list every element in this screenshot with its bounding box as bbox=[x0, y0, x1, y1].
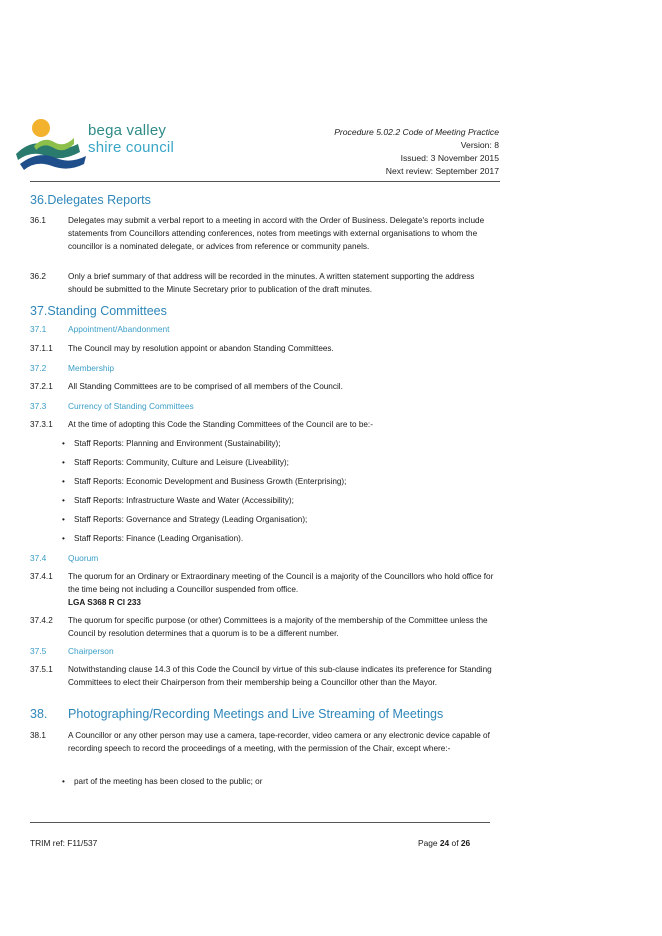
clause-text: Delegates may submit a verbal report to a meeting in accord with the Order of Business. Delegate's reports include statements from Councillors attending conferences, notes from meetings with external organisations to whom the councillor is a nominated delegate, or advices from reference or community panels. bbox=[68, 216, 485, 251]
page-label: Page bbox=[418, 838, 440, 848]
clause-text: The Council may by resolution appoint or abandon Standing Committees. bbox=[68, 344, 334, 353]
clause-number: 36.2 bbox=[30, 272, 46, 281]
clause-37-4-2 bbox=[30, 614, 500, 640]
clause-text: At the time of adopting this Code the Standing Committees of the Council are to be:- bbox=[68, 420, 373, 429]
clause-number: 36.1 bbox=[30, 216, 46, 225]
legislation-reference: LGA S368 R Cl 233 bbox=[68, 598, 141, 607]
list-item: • Staff Reports: Infrastructure Waste and Water (Accessibility); bbox=[62, 496, 294, 505]
clause-number: 37.5.1 bbox=[30, 665, 53, 674]
section-number: 38. bbox=[30, 707, 48, 721]
list-item-text: Staff Reports: Finance (Leading Organisation). bbox=[74, 534, 244, 543]
list-item: • Staff Reports: Economic Development and Business Growth (Enterprising); bbox=[62, 477, 347, 486]
clause-text: The quorum for specific purpose (or other) Committees is a majority of the membership of the Committee unless the Council by resolution determines that a quorum is to be a different number. bbox=[68, 616, 488, 638]
subheading-37-5 bbox=[30, 646, 114, 656]
document-meta bbox=[334, 126, 499, 178]
list-item: • Staff Reports: Community, Culture and Leisure (Liveability); bbox=[62, 458, 289, 467]
logo-text-line2: shire council bbox=[88, 139, 174, 156]
clause-text: The quorum for an Ordinary or Extraordinary meeting of the Council is a majority of the Councillors who hold office for the time being not including a Councillor suspended from office. bbox=[68, 572, 494, 594]
header-rule bbox=[30, 181, 500, 182]
trim-reference: TRIM ref: F11/537 bbox=[30, 838, 98, 848]
list-item-text: part of the meeting has been closed to the public; or bbox=[74, 777, 263, 786]
subheading-number: 37.5 bbox=[30, 646, 47, 656]
section-37-heading: 37.Standing Committees bbox=[30, 304, 167, 318]
list-item-text: Staff Reports: Planning and Environment (Sustainability); bbox=[74, 439, 281, 448]
clause-37-3-1 bbox=[30, 418, 500, 431]
clause-38-1 bbox=[30, 729, 500, 755]
subheading-text: Appointment/Abandonment bbox=[68, 324, 170, 334]
subheading-37-2 bbox=[30, 363, 114, 373]
clause-number: 37.3.1 bbox=[30, 420, 53, 429]
subheading-number: 37.4 bbox=[30, 553, 47, 563]
subheading-text: Currency of Standing Committees bbox=[68, 401, 194, 411]
clause-text: Notwithstanding clause 14.3 of this Code the Council by virtue of this sub-clause indicates its preference for Standing Committees to elect their Chairperson from their membership being a Councillor other than the Mayor. bbox=[68, 665, 492, 687]
list-item: • part of the meeting has been closed to the public; or bbox=[62, 777, 263, 786]
page-number bbox=[418, 838, 470, 848]
section-38-heading bbox=[30, 707, 443, 721]
total-pages: 26 bbox=[460, 838, 471, 848]
list-item-text: Staff Reports: Economic Development and Business Growth (Enterprising); bbox=[74, 477, 347, 486]
clause-37-5-1 bbox=[30, 663, 500, 689]
clause-text: All Standing Committees are to be comprised of all members of the Council. bbox=[68, 382, 343, 391]
clause-text: Only a brief summary of that address will be recorded in the minutes. A written statement supporting the address should be submitted to the Minute Secretary prior to publication of the draft minutes. bbox=[68, 272, 475, 294]
subheading-text: Quorum bbox=[68, 553, 99, 563]
version: Version: 8 bbox=[460, 140, 499, 150]
clause-text: A Councillor or any other person may use a camera, tape-recorder, video camera or any electronic device capable of recording speech to record the proceedings of a meeting, with the permission of the Chair, except where:- bbox=[68, 731, 490, 753]
logo-text-line1: bega valley bbox=[88, 122, 167, 139]
subheading-number: 37.3 bbox=[30, 401, 47, 411]
list-item-text: Staff Reports: Community, Culture and Leisure (Liveability); bbox=[74, 458, 289, 467]
footer-rule bbox=[30, 822, 490, 823]
logo-graphic bbox=[14, 116, 94, 176]
list-item-text: Staff Reports: Infrastructure Waste and Water (Accessibility); bbox=[74, 496, 294, 505]
subheading-37-4 bbox=[30, 553, 98, 563]
clause-37-4-1 bbox=[30, 570, 500, 609]
clause-number: 37.1.1 bbox=[30, 344, 53, 353]
subheading-number: 37.1 bbox=[30, 324, 47, 334]
clause-37-1-1 bbox=[30, 342, 500, 355]
clause-number: 37.4.1 bbox=[30, 572, 53, 581]
current-page: 24 bbox=[439, 838, 450, 848]
clause-36-1 bbox=[30, 214, 500, 253]
subheading-text: Chairperson bbox=[68, 646, 114, 656]
section-title: Photographing/Recording Meetings and Live Streaming of Meetings bbox=[68, 707, 444, 721]
clause-37-2-1 bbox=[30, 380, 500, 393]
subheading-37-3 bbox=[30, 401, 194, 411]
subheading-37-1 bbox=[30, 324, 170, 334]
clause-number: 37.4.2 bbox=[30, 616, 53, 625]
subheading-text: Membership bbox=[68, 363, 115, 373]
list-item: • Staff Reports: Planning and Environment (Sustainability); bbox=[62, 439, 281, 448]
issued-date: Issued: 3 November 2015 bbox=[400, 153, 499, 163]
subheading-number: 37.2 bbox=[30, 363, 47, 373]
list-item-text: Staff Reports: Governance and Strategy (Leading Organisation); bbox=[74, 515, 308, 524]
list-item: • Staff Reports: Governance and Strategy (Leading Organisation); bbox=[62, 515, 308, 524]
list-item: • Staff Reports: Finance (Leading Organisation). bbox=[62, 534, 244, 543]
clause-number: 38.1 bbox=[30, 731, 46, 740]
next-review: Next review: September 2017 bbox=[385, 166, 499, 176]
procedure-title: Procedure 5.02.2 Code of Meeting Practice bbox=[334, 127, 499, 137]
clause-36-2 bbox=[30, 270, 500, 296]
page-of-label: of bbox=[449, 838, 461, 848]
clause-number: 37.2.1 bbox=[30, 382, 53, 391]
section-36-heading: 36.Delegates Reports bbox=[30, 193, 151, 207]
